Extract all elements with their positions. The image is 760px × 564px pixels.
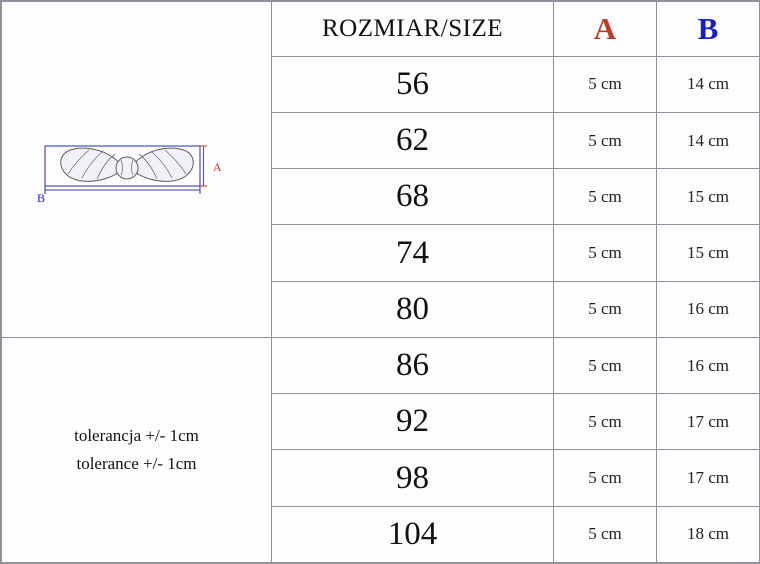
cell-size: 56	[272, 56, 554, 112]
product-drawing-cell	[2, 2, 272, 338]
cell-size: 92	[272, 394, 554, 450]
cell-size: 68	[272, 169, 554, 225]
header-a: A	[554, 2, 657, 57]
cell-size: 62	[272, 113, 554, 169]
size-chart-table	[1, 1, 760, 563]
cell-a: 5 cm	[554, 56, 657, 112]
header-size: ROZMIAR/SIZE	[272, 2, 554, 57]
cell-a: 5 cm	[554, 169, 657, 225]
cell-size: 74	[272, 225, 554, 281]
drawing-label-a: A	[212, 160, 222, 175]
tolerance-line-pl: tolerancja +/- 1cm	[74, 425, 199, 445]
cell-b: 15 cm	[657, 169, 760, 225]
cell-b: 15 cm	[657, 225, 760, 281]
cell-a: 5 cm	[554, 281, 657, 337]
table-header-row	[2, 2, 760, 57]
tolerance-cell	[2, 337, 272, 562]
bow-headband-icon	[37, 124, 237, 214]
cell-size: 104	[272, 506, 554, 562]
cell-size: 80	[272, 281, 554, 337]
cell-b: 14 cm	[657, 56, 760, 112]
header-b: B	[657, 2, 760, 57]
cell-a: 5 cm	[554, 113, 657, 169]
cell-b: 14 cm	[657, 113, 760, 169]
cell-a: 5 cm	[554, 450, 657, 506]
cell-a: 5 cm	[554, 506, 657, 562]
cell-b: 17 cm	[657, 450, 760, 506]
cell-a: 5 cm	[554, 225, 657, 281]
drawing-label-b: B	[36, 191, 45, 206]
cell-b: 17 cm	[657, 394, 760, 450]
cell-b: 16 cm	[657, 281, 760, 337]
cell-a: 5 cm	[554, 337, 657, 393]
drawing-wrap	[2, 2, 271, 337]
cell-b: 18 cm	[657, 506, 760, 562]
tolerance-line-en: tolerance +/- 1cm	[76, 453, 197, 473]
cell-size: 98	[272, 450, 554, 506]
cell-b: 16 cm	[657, 337, 760, 393]
table-row	[2, 337, 760, 393]
cell-size: 86	[272, 337, 554, 393]
cell-a: 5 cm	[554, 394, 657, 450]
